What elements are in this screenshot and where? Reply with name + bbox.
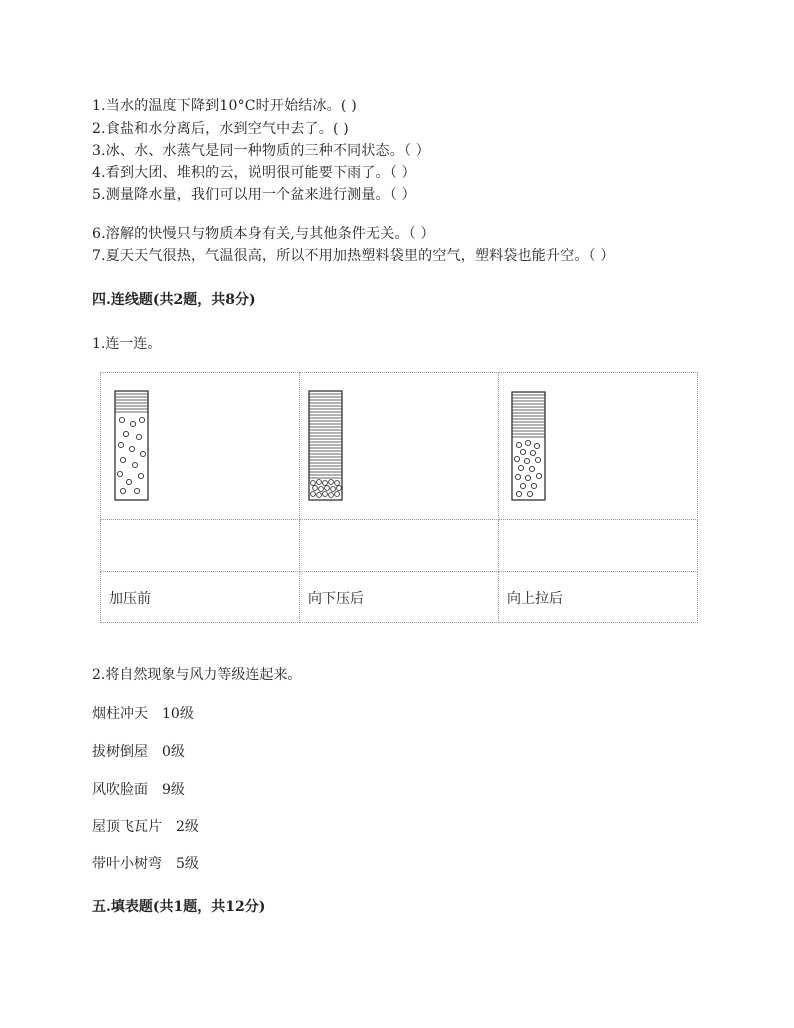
- syringe-cell-pressed: [300, 373, 499, 520]
- section-5-heading: 五.填表题(共1题，共12分): [92, 899, 266, 915]
- phenomenon-4: 屋顶飞瓦片: [92, 819, 162, 835]
- syringe-table: [100, 372, 698, 623]
- connect-question-1: 1.连一连。: [92, 336, 162, 352]
- syringe-cell-before: [101, 373, 300, 520]
- question-3: 3.冰、水、水蒸气是同一种物质的三种不同状态。（ ）: [92, 143, 431, 159]
- label-pressed: 向下压后: [308, 591, 364, 607]
- phenomenon-3: 风吹脸面: [92, 782, 148, 798]
- question-5: 5.测量降水量，我们可以用一个盆来进行测量。（ ）: [92, 187, 416, 203]
- level-3: 9级: [162, 782, 185, 798]
- wind-pair-3: [92, 779, 185, 799]
- question-6: 6.溶解的快慢只与物质本身有关,与其他条件无关。（ ）: [92, 226, 435, 242]
- question-7: 7.夏天天气很热，气温很高，所以不用加热塑料袋里的空气，塑料袋也能升空。（ ）: [92, 248, 615, 264]
- syringe-pulled-diagram: [499, 390, 697, 510]
- wind-pair-5: [92, 853, 199, 873]
- label-cell-pressed: [300, 572, 499, 623]
- label-before: 加压前: [109, 591, 151, 607]
- syringe-pressed-diagram: [300, 390, 498, 510]
- label-pulled: 向上拉后: [507, 591, 563, 607]
- question-2: 2.食盐和水分离后，水到空气中去了。( ): [92, 121, 349, 137]
- phenomenon-1: 烟柱冲天: [92, 706, 148, 722]
- phenomenon-2: 拔树倒屋: [92, 744, 148, 760]
- section-4-heading: 四.连线题(共2题，共8分): [92, 292, 256, 308]
- level-4: 2级: [176, 819, 199, 835]
- level-1: 10级: [162, 706, 194, 722]
- blank-cell-2: [300, 520, 499, 572]
- phenomenon-5: 带叶小树弯: [92, 856, 162, 872]
- label-cell-pulled: [499, 572, 698, 623]
- blank-cell-3: [499, 520, 698, 572]
- question-1: 1.当水的温度下降到10°C时开始结冰。( ): [92, 98, 357, 114]
- label-cell-before: [101, 572, 300, 623]
- level-2: 0级: [162, 744, 185, 760]
- connect-question-2: 2.将自然现象与风力等级连起来。: [92, 667, 302, 683]
- wind-pair-4: [92, 816, 199, 836]
- syringe-before-diagram: [101, 390, 299, 510]
- wind-pair-2: [92, 741, 185, 761]
- syringe-cell-pulled: [499, 373, 698, 520]
- question-4: 4.看到大团、堆积的云，说明很可能要下雨了。（ ）: [92, 165, 416, 181]
- wind-pair-1: [92, 703, 194, 723]
- level-5: 5级: [176, 856, 199, 872]
- blank-cell-1: [101, 520, 300, 572]
